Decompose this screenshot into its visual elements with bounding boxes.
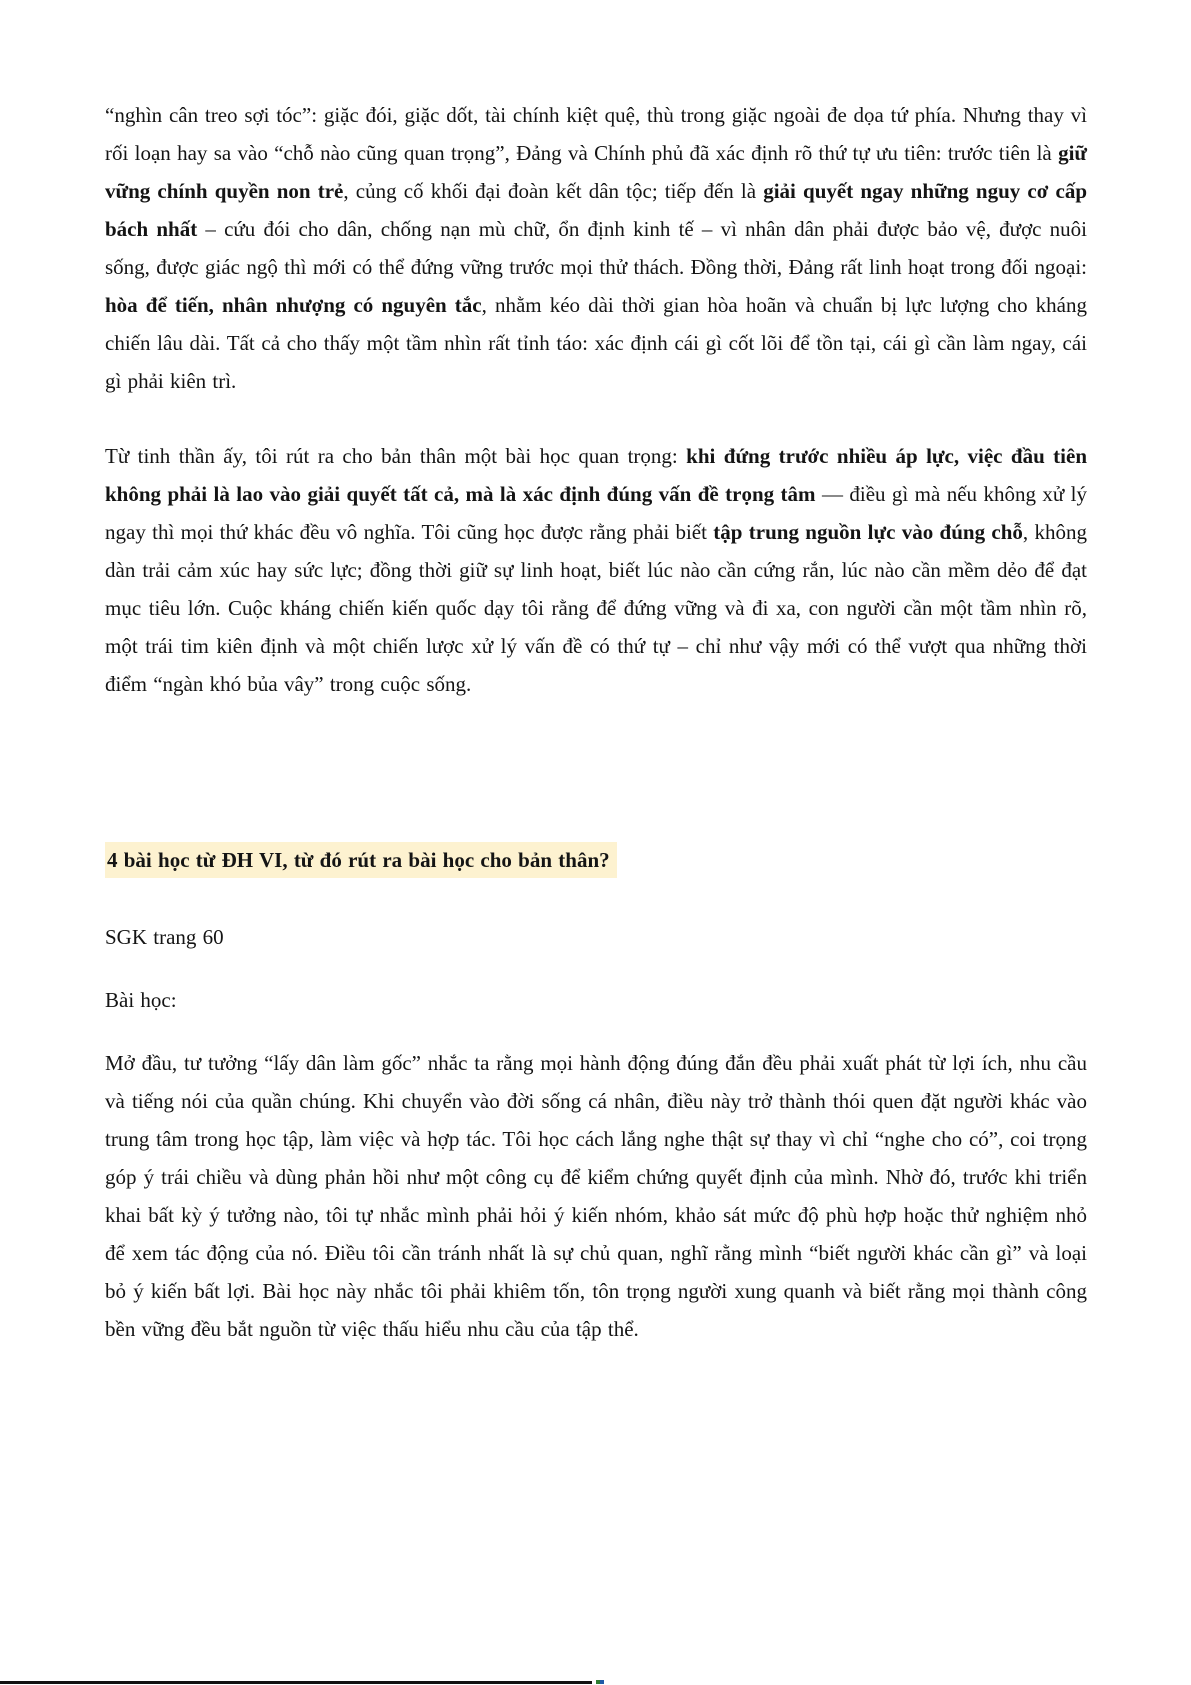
- document-body: [105, 96, 1087, 1348]
- paragraph: [105, 437, 1087, 703]
- paragraph: [105, 96, 1087, 400]
- bold-text-run: tập trung nguồn lực vào đúng chỗ: [713, 520, 1023, 544]
- text-run: , nhằm kéo dài thời gian hòa hoãn và chuẩn bị lực lượng cho kháng chiến lâu dài. Tất cả cho thấy một tầm nhìn rất tỉnh táo: xác định cái gì cốt lõi để tồn tại, cái gì cần làm ngay, cái gì phải kiên trì.: [105, 293, 1087, 393]
- bold-text-run: khi đứng trước nhiều áp lực, việc đầu tiên không phải là lao vào giải quyết tất cả, mà là xác định đúng vấn đề trọng tâm: [105, 444, 1088, 506]
- page-bottom-artifact: [596, 1680, 604, 1684]
- text-run: Bài học:: [105, 988, 177, 1012]
- bold-text-run: giữ vững chính quyền non trẻ: [105, 141, 1087, 203]
- section-heading: [105, 841, 1087, 879]
- text-run: , củng cố khối đại đoàn kết dân tộc; tiếp đến là: [343, 179, 764, 203]
- text-run: “nghìn cân treo sợi tóc”: giặc đói, giặc dốt, tài chính kiệt quệ, thù trong giặc ngoài đe dọa tứ phía. Nhưng thay vì rối loạn hay sa vào “chỗ nào cũng quan trọng”, Đảng và Chính phủ đã xác định rõ thứ tự ưu tiên: trước tiên là: [105, 103, 1087, 165]
- paragraph: [105, 981, 1087, 1019]
- text-run: , không dàn trải cảm xúc hay sức lực; đồng thời giữ sự linh hoạt, biết lúc nào cần cứng rắn, lúc nào cần mềm dẻo để đạt mục tiêu lớn. Cuộc kháng chiến kiến quốc dạy tôi rằng để đứng vững và đi xa, con người cần một tầm nhìn rõ, một trái tim kiên định và một chiến lược xử lý vấn đề có thứ tự – chỉ như vậy mới có thể vượt qua những thời điểm “ngàn khó bủa vây” trong cuộc sống.: [105, 520, 1087, 696]
- text-run: – cứu đói cho dân, chống nạn mù chữ, ổn định kinh tế – vì nhân dân phải được bảo vệ, được nuôi sống, được giác ngộ thì mới có thể đứng vững trước mọi thử thách. Đồng thời, Đảng rất linh hoạt trong đối ngoại:: [105, 217, 1088, 279]
- bold-text-run: hòa để tiến, nhân nhượng có nguyên tắc: [105, 293, 482, 317]
- text-run: — điều gì mà nếu không xử lý ngay thì mọi thứ khác đều vô nghĩa. Tôi cũng học được rằng phải biết: [105, 482, 1088, 544]
- text-run: SGK trang 60: [105, 925, 224, 949]
- text-run: Từ tinh thần ấy, tôi rút ra cho bản thân một bài học quan trọng:: [105, 444, 687, 468]
- page-bottom-divider: [0, 1681, 592, 1684]
- text-run: Mở đầu, tư tưởng “lấy dân làm gốc” nhắc ta rằng mọi hành động đúng đắn đều phải xuất phát từ lợi ích, nhu cầu và tiếng nói của quần chúng. Khi chuyển vào đời sống cá nhân, điều này trở thành thói quen đặt người khác vào trung tâm trong học tập, làm việc và hợp tác. Tôi học cách lắng nghe thật sự thay vì chỉ “nghe cho có”, coi trọng góp ý trái chiều và dùng phản hồi như một công cụ để kiểm chứng quyết định của mình. Nhờ đó, trước khi triển khai bất kỳ ý tưởng nào, tôi tự nhắc mình phải hỏi ý kiến nhóm, khảo sát mức độ phù hợp hoặc thử nghiệm nhỏ để xem tác động của nó. Điều tôi cần tránh nhất là sự chủ quan, nghĩ rằng mình “biết người khác cần gì” và loại bỏ ý kiến bất lợi. Bài học này nhắc tôi phải khiêm tốn, tôn trọng người xung quanh và biết rằng mọi thành công bền vững đều bắt nguồn từ việc thấu hiểu nhu cầu của tập thể.: [105, 1051, 1087, 1341]
- artifact-blue-pixel: [600, 1680, 604, 1684]
- highlighted-text: 4 bài học từ ĐH VI, từ đó rút ra bài học cho bản thân?: [105, 842, 617, 878]
- bold-text-run: giải quyết ngay những nguy cơ cấp bách nhất: [105, 179, 1088, 241]
- paragraph: [105, 918, 1087, 956]
- paragraph: [105, 1044, 1087, 1348]
- document-page: [105, 96, 1087, 1385]
